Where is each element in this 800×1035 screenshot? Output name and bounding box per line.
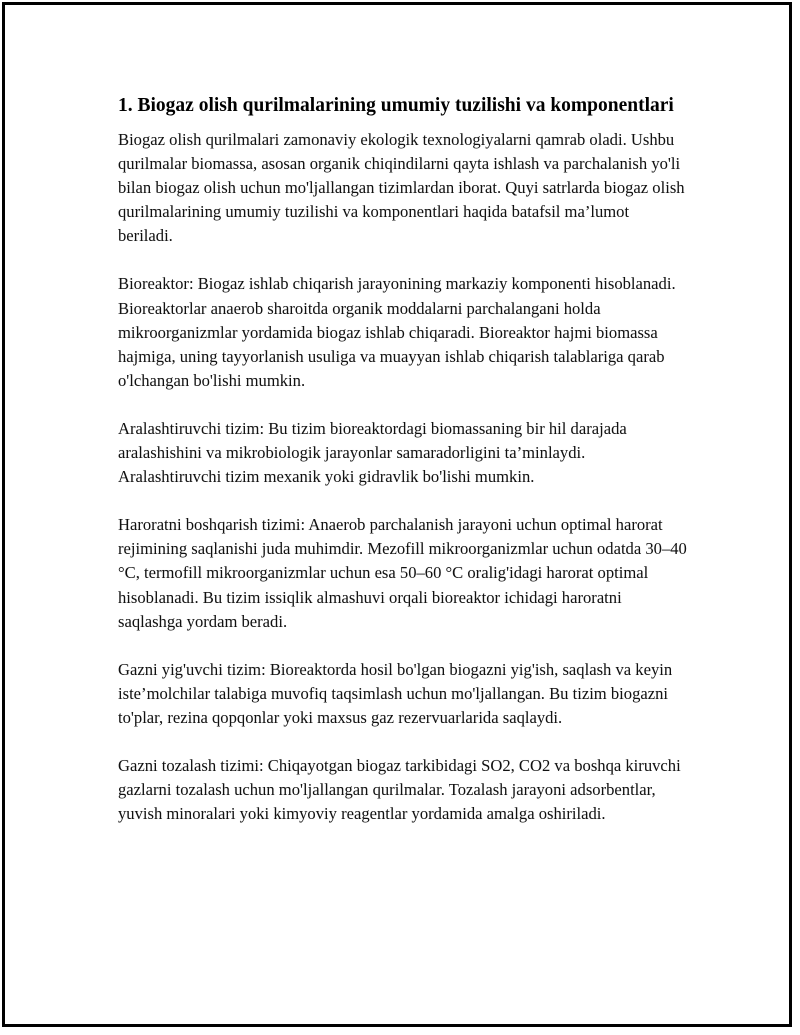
paragraph-gas-collection: Gazni yig'uvchi tizim: Bioreaktorda hosil bo'lgan biogazni yig'ish, saqlash va keyin iste’molchilar talabiga muvofiq taqsimlash uchun mo'ljallangan. Bu tizim biogazni to'plar, rezina qopqonlar yoki maxsus gaz rezervuarlarida saqlaydi. [118,659,673,727]
paragraph-temperature-control: Haroratni boshqarish tizimi: Anaerob parchalanish jarayoni uchun optimal harorat rejimining saqlanishi juda muhimdir. Mezofill mikroorganizmlar uchun odatda 30–40 °C, termofill mikroorganizmlar uchun esa 50–60 °C oralig'idagi harorat optimal hisoblanadi. Bu tizim issiqlik almashuvi orqali bioreaktor ichidagi haroratni saqlashga yordam beradi. [118,515,687,631]
document-body [118,92,688,850]
paragraph-mixing-system: Aralashtiruvchi tizim: Bu tizim bioreaktordagi biomassaning bir hil darajada aralashishini va mikrobiologik jarayonlar samaradorligini ta’minlaydi. Aralashtiruvchi tizim mexanik yoki gidravlik bo'lishi mumkin. [118,418,627,487]
paragraph-bioreactor: Bioreaktor: Biogaz ishlab chiqarish jarayonining markaziy komponenti hisoblanadi. Bioreaktorlar anaerob sharoitda organik moddalarni parchalangani holda mikroorganizmlar yordamida biogaz ishlab chiqaradi. Bioreaktor hajmi biomassa hajmiga, uning tayyorlanish usuliga va muayyan ishlab chiqarish talablariga qarab o'lchangan bo'lishi mumkin. [118,274,676,390]
section-heading: 1. Biogaz olish qurilmalarining umumiy tuzilishi va komponentlari [118,95,674,116]
paragraph-gas-cleaning: Gazni tozalash tizimi: Chiqayotgan biogaz tarkibidagi SO2, CO2 va boshqa kiruvchi gazlarni tozalash uchun mo'ljallangan qurilmalar. Tozalash jarayoni adsorbentlar, yuvish minoralari yoki kimyoviy reagentlar yordamida amalga oshiriladi. [118,755,681,824]
paragraph-intro: Biogaz olish qurilmalari zamonaviy ekologik texnologiyalarni qamrab oladi. Ushbu qurilmalar biomassa, asosan organik chiqindilarni qayta ishlash va parchalanish yo'li bilan biogaz olish uchun mo'ljallangan tizimlardan iborat. Quyi satrlarda biogaz olish qurilmalarining umumiy tuzilishi va komponentlari haqida batafsil ma’lumot beriladi. [118,130,685,246]
